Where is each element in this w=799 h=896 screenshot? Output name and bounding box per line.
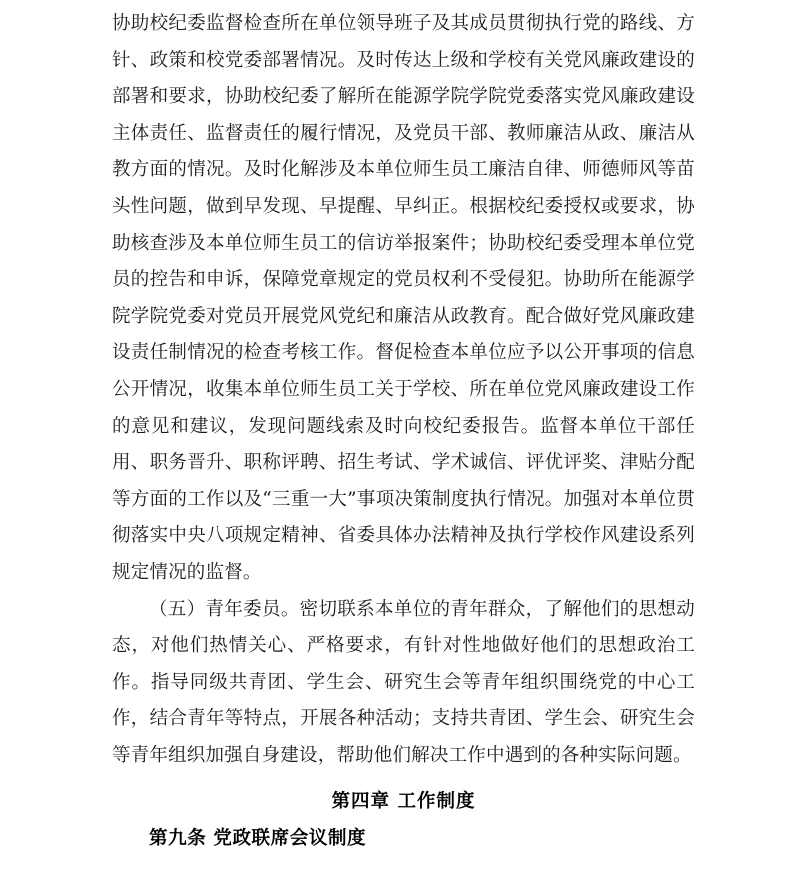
- document-body: [112, 0, 695, 858]
- article-heading: 第九条 党政联席会议制度: [149, 828, 367, 850]
- chapter-heading: 第四章 工作制度: [331, 791, 476, 813]
- paragraph-youth-committee: （五）青年委员。密切联系本单位的青年群众，了解他们的思想动态，对他们热情关心、严格要求，有针对性地做好他们的思想政治工作。指导同级共青团、学生会、研究生会等青年组织围绕党的中心工作，结合青年等特点，开展各种活动；支持共青团、学生会、研究生会等青年组织加强自身建设，帮助他们解决工作中遇到的各种实际问题。: [112, 598, 695, 766]
- paragraph-duty-discipline: 协助校纪委监督检查所在单位领导班子及其成员贯彻执行党的路线、方针、政策和校党委部署情况。及时传达上级和学校有关党风廉政建设的部署和要求，协助校纪委了解所在能源学院学院党委落实党风廉政建设主体责任、监督责任的履行情况，及党员干部、教师廉洁从政、廉洁从教方面的情况。及时化解涉及本单位师生员工廉洁自律、师德师风等苗头性问题，做到早发现、早提醒、早纠正。根据校纪委授权或要求，协助核查涉及本单位师生员工的信访举报案件；协助校纪委受理本单位党员的控告和申诉，保障党章规定的党员权利不受侵犯。协助所在能源学院学院党委对党员开展党风党纪和廉洁从政教育。配合做好党风廉政建设责任制情况的检查考核工作。督促检查本单位应予以公开事项的信息公开情况，收集本单位师生员工关于学校、所在单位党风廉政建设工作的意见和建议，发现问题线索及时向校纪委报告。监督本单位干部任用、职务晋升、职称评聘、招生考试、学术诚信、评优评奖、津贴分配等方面的工作以及“三重一大”事项决策制度执行情况。加强对本单位贯彻落实中央八项规定精神、省委具体办法精神及执行学校作风建设系列规定情况的监督。: [112, 13, 695, 583]
